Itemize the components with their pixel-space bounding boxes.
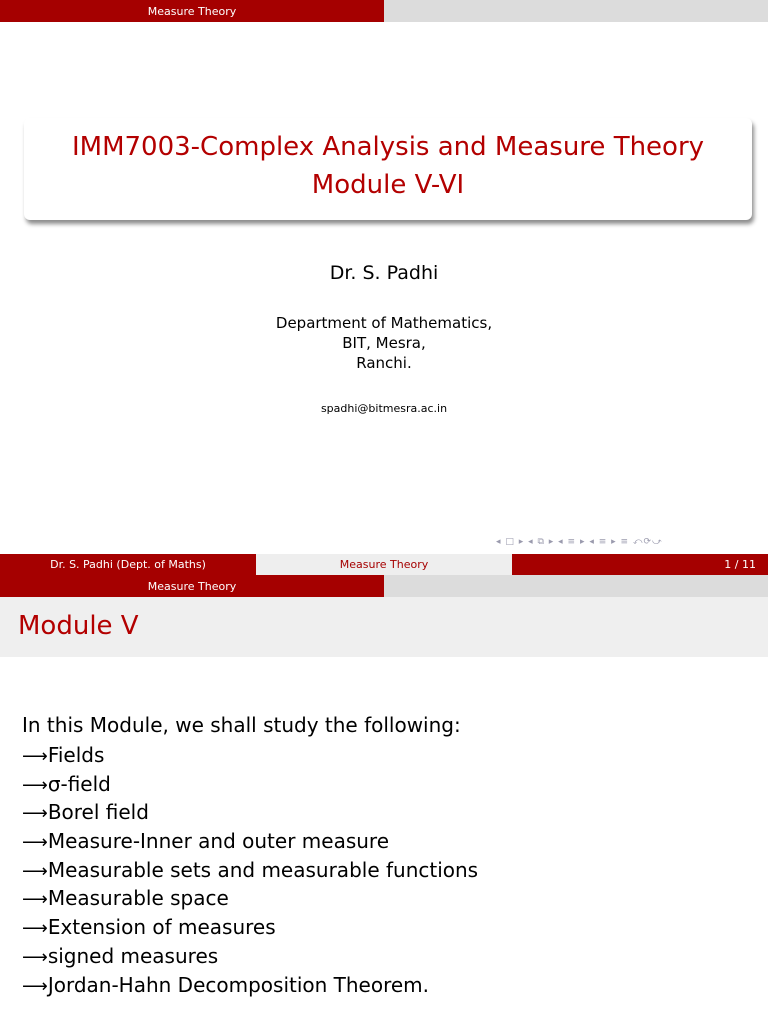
list-item: ⟶Measure-Inner and outer measure [22, 829, 390, 854]
presentation-subtitle: Module V-VI [311, 170, 465, 200]
module-slide [0, 575, 768, 1024]
header-section-title: Measure Theory [0, 0, 384, 22]
arrow-icon: ⟶ [22, 774, 48, 796]
frame-title-bar [0, 597, 768, 657]
header-empty-section [384, 575, 768, 597]
footer-author: Dr. S. Padhi (Dept. of Maths) [0, 554, 256, 575]
list-item: ⟶Extension of measures [22, 915, 276, 940]
institute-line: Department of Mathematics, [275, 314, 493, 332]
arrow-icon: ⟶ [22, 946, 48, 968]
arrow-icon: ⟶ [22, 889, 48, 911]
presentation-title: IMM7003-Complex Analysis and Measure Theory [71, 132, 705, 162]
intro-text: In this Module, we shall study the following: [22, 713, 461, 737]
footer-page-section [512, 554, 768, 575]
beamer-navigation-icons[interactable]: ◂ □ ▸ ◂ ⧉ ▸ ◂ ≡ ▸ ◂ ≡ ▸ ≡ ⤺⟳⤻ [496, 537, 663, 547]
header-bar [0, 0, 768, 22]
arrow-icon: ⟶ [22, 860, 48, 882]
list-item: ⟶σ-field [22, 771, 111, 796]
title-box [24, 118, 752, 220]
list-item: ⟶Jordan-Hahn Decomposition Theorem. [22, 972, 430, 997]
header-empty-section [384, 0, 768, 22]
arrow-icon: ⟶ [22, 975, 48, 997]
list-item: ⟶Measurable space [22, 886, 229, 911]
topic-list [22, 741, 478, 999]
footer-title: Measure Theory [256, 554, 512, 575]
list-item: ⟶Measurable sets and measurable functions [22, 857, 479, 882]
arrow-icon: ⟶ [22, 803, 48, 825]
arrow-icon: ⟶ [22, 918, 48, 940]
header-bar [0, 575, 768, 597]
author-email: spadhi@bitmesra.ac.in [320, 402, 448, 415]
footer-bar [0, 554, 768, 575]
list-item: ⟶signed measures [22, 943, 219, 968]
institute-line: BIT, Mesra, [342, 334, 426, 352]
institute-line: Ranchi. [356, 354, 412, 372]
arrow-icon: ⟶ [22, 746, 48, 767]
frame-title: Module V [18, 611, 139, 641]
author-name: Dr. S. Padhi [329, 262, 439, 284]
list-item: ⟶Fields [22, 743, 105, 767]
header-section-title: Measure Theory [0, 575, 384, 597]
arrow-icon: ⟶ [22, 832, 48, 854]
list-item: ⟶Borel field [22, 800, 149, 825]
page-number: 1 / 11 [724, 558, 756, 571]
